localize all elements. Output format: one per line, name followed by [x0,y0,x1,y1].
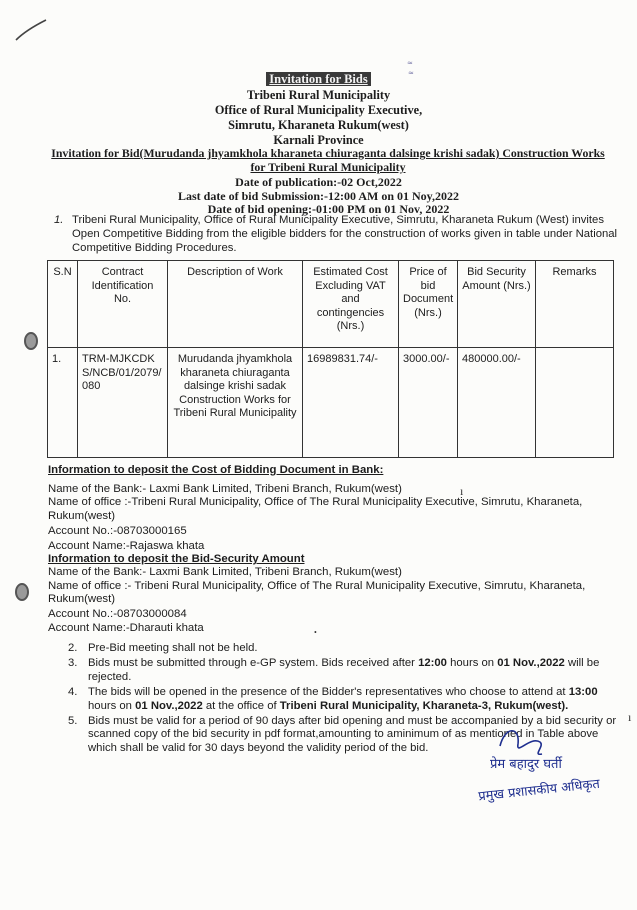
condition-text: Pre-Bid meeting shall not be held. [88,642,258,654]
condition-number: 3. [68,657,78,670]
condition-bold-office: Tribeni Rural Municipality, Kharaneta-3, Rukum(west). [279,699,569,712]
signature-scribble [470,716,620,806]
bank-cost-heading: Information to deposit the Cost of Bidding Document in Bank: [48,464,384,476]
bank-cost-account-name: Account Name:-Rajaswa khata [48,540,205,553]
cell-contract-id: TRM-MJKCDKS/NCB/01/2079/080 [78,348,168,458]
last-date-submission: Last date of bid Submission:-12:00 AM on 01 Noy,2022 [177,189,460,203]
notice-title [0,72,637,86]
list-item [68,657,618,684]
condition-bold-date: 01 Nov.,2022 [497,657,565,670]
bank-security-account-name: Account Name:-Dharauti khata [48,622,204,635]
cell-doc-price: 3000.00/- [399,348,458,458]
condition-text-part: Bids must be submitted through e-GP system. Bids received after [88,657,419,670]
col-header-estimated-cost: Estimated Cost Excluding VAT and contingencies (Nrs.) [303,261,399,348]
cell-remarks [536,348,614,458]
condition-bold-time: 12:00 [418,657,447,670]
condition-text: Bids must be valid for a period of 90 days after bid opening and must be accompanied by a bid security or scanned copy of the bid security in pdf format,amounting to aminimum of as mentioned in Table above which shall be valid for 30 days beyond the validity period of the bid. [88,715,617,754]
table-row [48,348,614,458]
svg-text:≈: ≈ [407,59,413,67]
signature-name: प्रेम बहादुर घर्ती [490,757,562,772]
condition-number: 4. [68,686,78,699]
condition-text-part: will be rejected. [88,657,600,683]
notice-subject: Invitation for Bid(Murudanda jhyamkhola kharaneta chiuraganta dalsinge krishi sadak) Construction Works for Tribeni Rural Municipality [51,146,605,174]
col-header-doc-price: Price of bid Document (Nrs.) [399,261,458,348]
condition-bold-time: 13:00 [568,686,598,699]
bank-cost-account-no: Account No.:-08703000165 [48,524,187,537]
intro-number: 1. [54,214,64,226]
svg-text:≈: ≈ [408,69,414,77]
condition-text-part: at the office of [202,699,280,712]
bank-cost-section [48,464,618,635]
bank-security-heading: Information to deposit the Bid-Security Amount [48,553,305,566]
date-of-bid-opening: Date of bid opening:-01:00 PM on 01 Nov, 2022 [207,202,450,216]
table-header-row [48,261,614,348]
header-line-office: Office of Rural Municipality Executive, [214,103,423,117]
cell-sn: 1. [48,348,78,458]
condition-number: 5. [68,715,78,728]
bank-cost-office-name: Name of office :-Tribeni Rural Municipality, Office of The Rural Municipality Executive, Simrutu, Kharaneta, Rukum(west) [48,496,583,522]
intro-paragraph [54,213,624,256]
list-item [68,642,618,655]
cell-estimated-cost: 16989831.74/- [303,348,399,458]
date-of-publication: Date of publication:-02 Oct,2022 [235,175,402,189]
header-line-province: Karnali Province [273,133,364,147]
bank-cost-bank-name: Name of the Bank:- Laxmi Bank Limited, Tribeni Branch, Rukum(west) [48,483,402,496]
signature-block [470,716,620,806]
header-line-municipality: Tribeni Rural Municipality [246,88,391,102]
bank-security-account-no: Account No.:-08703000084 [48,608,187,621]
condition-number: 2. [68,642,78,654]
cell-description: Murudanda jhyamkhola kharaneta chiuraganta dalsinge krishi sadak Construction Works for Tribeni Rural Municipality [168,348,303,458]
list-item [68,686,618,713]
col-header-description: Description of Work [168,261,303,348]
col-header-remarks: Remarks [536,261,614,348]
margin-tick: ı [628,710,632,724]
condition-text-part: The bids will be opened in the presence of the Bidder's representatives who choose to attend at [88,686,569,699]
bank-security-office-name: Name of office :- Tribeni Rural Municipality, Office of The Rural Municipality Executive, Simrutu, Kharaneta, Rukum(west) [48,579,586,605]
bid-works-table [47,260,614,458]
punch-hole-lower [15,583,29,601]
col-header-bid-security: Bid Security Amount (Nrs.) [458,261,536,348]
condition-text-part: hours on [446,657,498,670]
col-header-contract-id: Contract Identification No. [78,261,168,348]
signature-designation: प्रमुख प्रशासकीय अधिकृत [477,776,601,805]
header-line-address: Simrutu, Kharaneta Rukum(west) [228,118,409,132]
intro-text: Tribeni Rural Municipality, Office of Rural Municipality Executive, Simrutu, Kharaneta Rukum (West) invites Open Competitive Bidding from the eligible bidders for the construction of works given in table under National Competitive Bidding Procedures. [72,214,618,255]
notice-title-text: Invitation for Bids [266,72,370,86]
condition-bold-date: 01 Nov.,2022 [135,699,203,712]
bank-security-bank-name: Name of the Bank:- Laxmi Bank Limited, Tribeni Branch, Rukum(west) [48,566,402,579]
col-header-sn: S.N [48,261,78,348]
pen-scribble-mark [14,18,48,42]
ink-dot-small: • [314,628,317,637]
condition-text-part: hours on [88,699,136,712]
ink-dot: ı [460,484,464,498]
cell-bid-security: 480000.00/- [458,348,536,458]
punch-hole-upper [24,332,38,350]
